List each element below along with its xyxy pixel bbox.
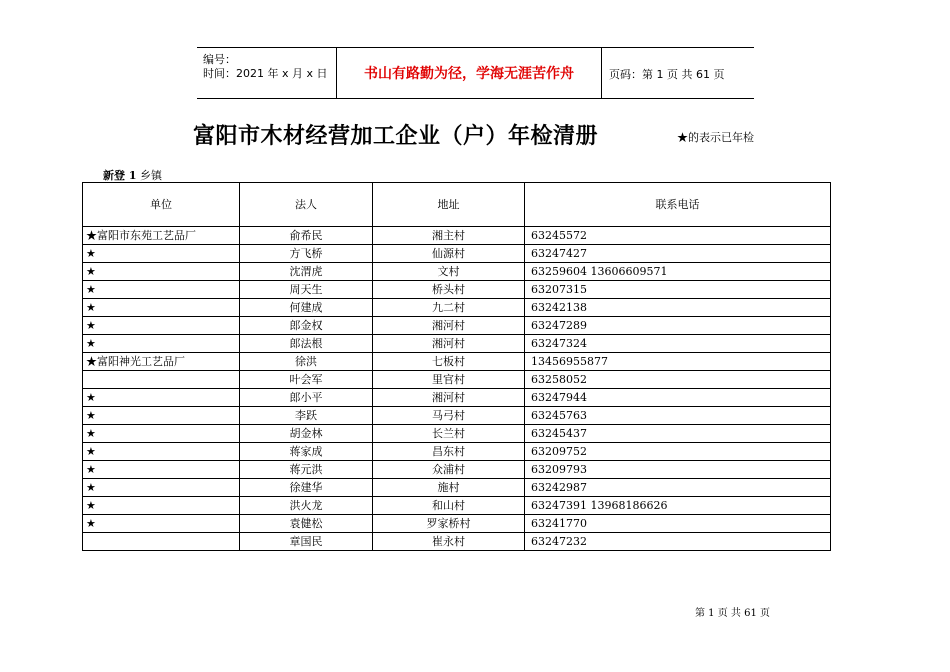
cell-phone: 63242138	[525, 299, 831, 317]
cell-phone: 63245437	[525, 425, 831, 443]
table-row	[83, 353, 831, 371]
page-footer: 第 1 页 共 61 页	[695, 608, 770, 619]
cell-unit: ★	[83, 317, 240, 335]
document-number-label: 编号：	[203, 53, 236, 66]
cell-phone: 63247289	[525, 317, 831, 335]
table-row	[83, 335, 831, 353]
cell-address: 里官村	[373, 371, 525, 389]
legend-note: ★的表示已年检	[677, 131, 754, 144]
cell-phone: 63247427	[525, 245, 831, 263]
document-title: 富阳市木材经营加工企业（户）年检清册	[193, 124, 599, 149]
section-label-bold: 新登 1	[103, 169, 137, 182]
header-page-number: 页码：第 1 页 共 61 页	[609, 68, 725, 81]
cell-address: 施村	[373, 479, 525, 497]
cell-unit: ★	[83, 407, 240, 425]
header-meta-cell	[197, 48, 336, 98]
cell-legal-person: 洪火龙	[240, 497, 373, 515]
inspection-table	[82, 182, 831, 551]
cell-address: 湘河村	[373, 389, 525, 407]
cell-phone: 63258052	[525, 371, 831, 389]
table-row	[83, 497, 831, 515]
cell-legal-person: 何建成	[240, 299, 373, 317]
table-row	[83, 515, 831, 533]
cell-address: 九二村	[373, 299, 525, 317]
cell-legal-person: 方飞桥	[240, 245, 373, 263]
cell-phone: 13456955877	[525, 353, 831, 371]
cell-legal-person: 蒋元洪	[240, 461, 373, 479]
cell-address: 崔永村	[373, 533, 525, 551]
cell-address: 文村	[373, 263, 525, 281]
cell-legal-person: 章国民	[240, 533, 373, 551]
cell-address: 长兰村	[373, 425, 525, 443]
cell-legal-person: 俞希民	[240, 227, 373, 245]
table-row	[83, 371, 831, 389]
column-header-address: 地址	[373, 183, 525, 227]
page-header	[197, 47, 754, 99]
cell-legal-person: 徐建华	[240, 479, 373, 497]
cell-unit: ★	[83, 299, 240, 317]
header-motto: 书山有路勤为径，学海无涯苦作舟	[364, 66, 574, 82]
cell-phone: 63245572	[525, 227, 831, 245]
cell-unit: ★富阳市东苑工艺品厂	[83, 227, 240, 245]
cell-unit: ★	[83, 389, 240, 407]
cell-address: 桥头村	[373, 281, 525, 299]
column-header-unit: 单位	[83, 183, 240, 227]
cell-address: 湘河村	[373, 335, 525, 353]
cell-unit: ★	[83, 335, 240, 353]
table-row	[83, 479, 831, 497]
table-header-row	[83, 183, 831, 227]
cell-phone: 63247391 13968186626	[525, 497, 831, 515]
cell-unit: ★	[83, 245, 240, 263]
cell-legal-person: 胡金林	[240, 425, 373, 443]
cell-phone: 63247944	[525, 389, 831, 407]
document-time-label: 时间：2021 年 x 月 x 日	[203, 67, 328, 80]
cell-unit	[83, 371, 240, 389]
header-page-cell	[602, 48, 754, 98]
cell-phone: 63245763	[525, 407, 831, 425]
cell-phone: 63241770	[525, 515, 831, 533]
column-header-phone: 联系电话	[525, 183, 831, 227]
table-row	[83, 389, 831, 407]
cell-unit: ★富阳神光工艺品厂	[83, 353, 240, 371]
table-row	[83, 227, 831, 245]
cell-phone: 63207315	[525, 281, 831, 299]
table-row	[83, 533, 831, 551]
cell-unit: ★	[83, 479, 240, 497]
cell-legal-person: 郎小平	[240, 389, 373, 407]
cell-address: 湘主村	[373, 227, 525, 245]
table-row	[83, 245, 831, 263]
cell-address: 马弓村	[373, 407, 525, 425]
table-body	[83, 227, 831, 551]
table-row	[83, 407, 831, 425]
cell-unit: ★	[83, 497, 240, 515]
cell-unit: ★	[83, 515, 240, 533]
cell-legal-person: 周天生	[240, 281, 373, 299]
cell-legal-person: 郎法根	[240, 335, 373, 353]
cell-address: 众浦村	[373, 461, 525, 479]
cell-phone: 63247324	[525, 335, 831, 353]
cell-legal-person: 郎金权	[240, 317, 373, 335]
cell-legal-person: 蒋家成	[240, 443, 373, 461]
cell-phone: 63247232	[525, 533, 831, 551]
cell-phone: 63209793	[525, 461, 831, 479]
cell-address: 罗家桥村	[373, 515, 525, 533]
cell-legal-person: 叶会军	[240, 371, 373, 389]
table-row	[83, 425, 831, 443]
cell-phone: 63259604 13606609571	[525, 263, 831, 281]
cell-legal-person: 袁健松	[240, 515, 373, 533]
table-row	[83, 281, 831, 299]
cell-address: 和山村	[373, 497, 525, 515]
column-header-legal-person: 法人	[240, 183, 373, 227]
table-row	[83, 443, 831, 461]
cell-legal-person: 李跃	[240, 407, 373, 425]
cell-unit: ★	[83, 281, 240, 299]
cell-phone: 63242987	[525, 479, 831, 497]
table-row	[83, 317, 831, 335]
cell-legal-person: 徐洪	[240, 353, 373, 371]
cell-phone: 63209752	[525, 443, 831, 461]
cell-unit: ★	[83, 443, 240, 461]
cell-unit: ★	[83, 461, 240, 479]
cell-unit	[83, 533, 240, 551]
cell-legal-person: 沈渭虎	[240, 263, 373, 281]
cell-address: 七板村	[373, 353, 525, 371]
table-row	[83, 461, 831, 479]
cell-address: 湘河村	[373, 317, 525, 335]
header-motto-cell	[336, 48, 602, 98]
cell-unit: ★	[83, 425, 240, 443]
cell-unit: ★	[83, 263, 240, 281]
cell-address: 昌东村	[373, 443, 525, 461]
cell-address: 仙源村	[373, 245, 525, 263]
table-row	[83, 263, 831, 281]
section-label-text: 乡镇	[139, 169, 162, 182]
table-row	[83, 299, 831, 317]
section-label	[103, 167, 162, 183]
